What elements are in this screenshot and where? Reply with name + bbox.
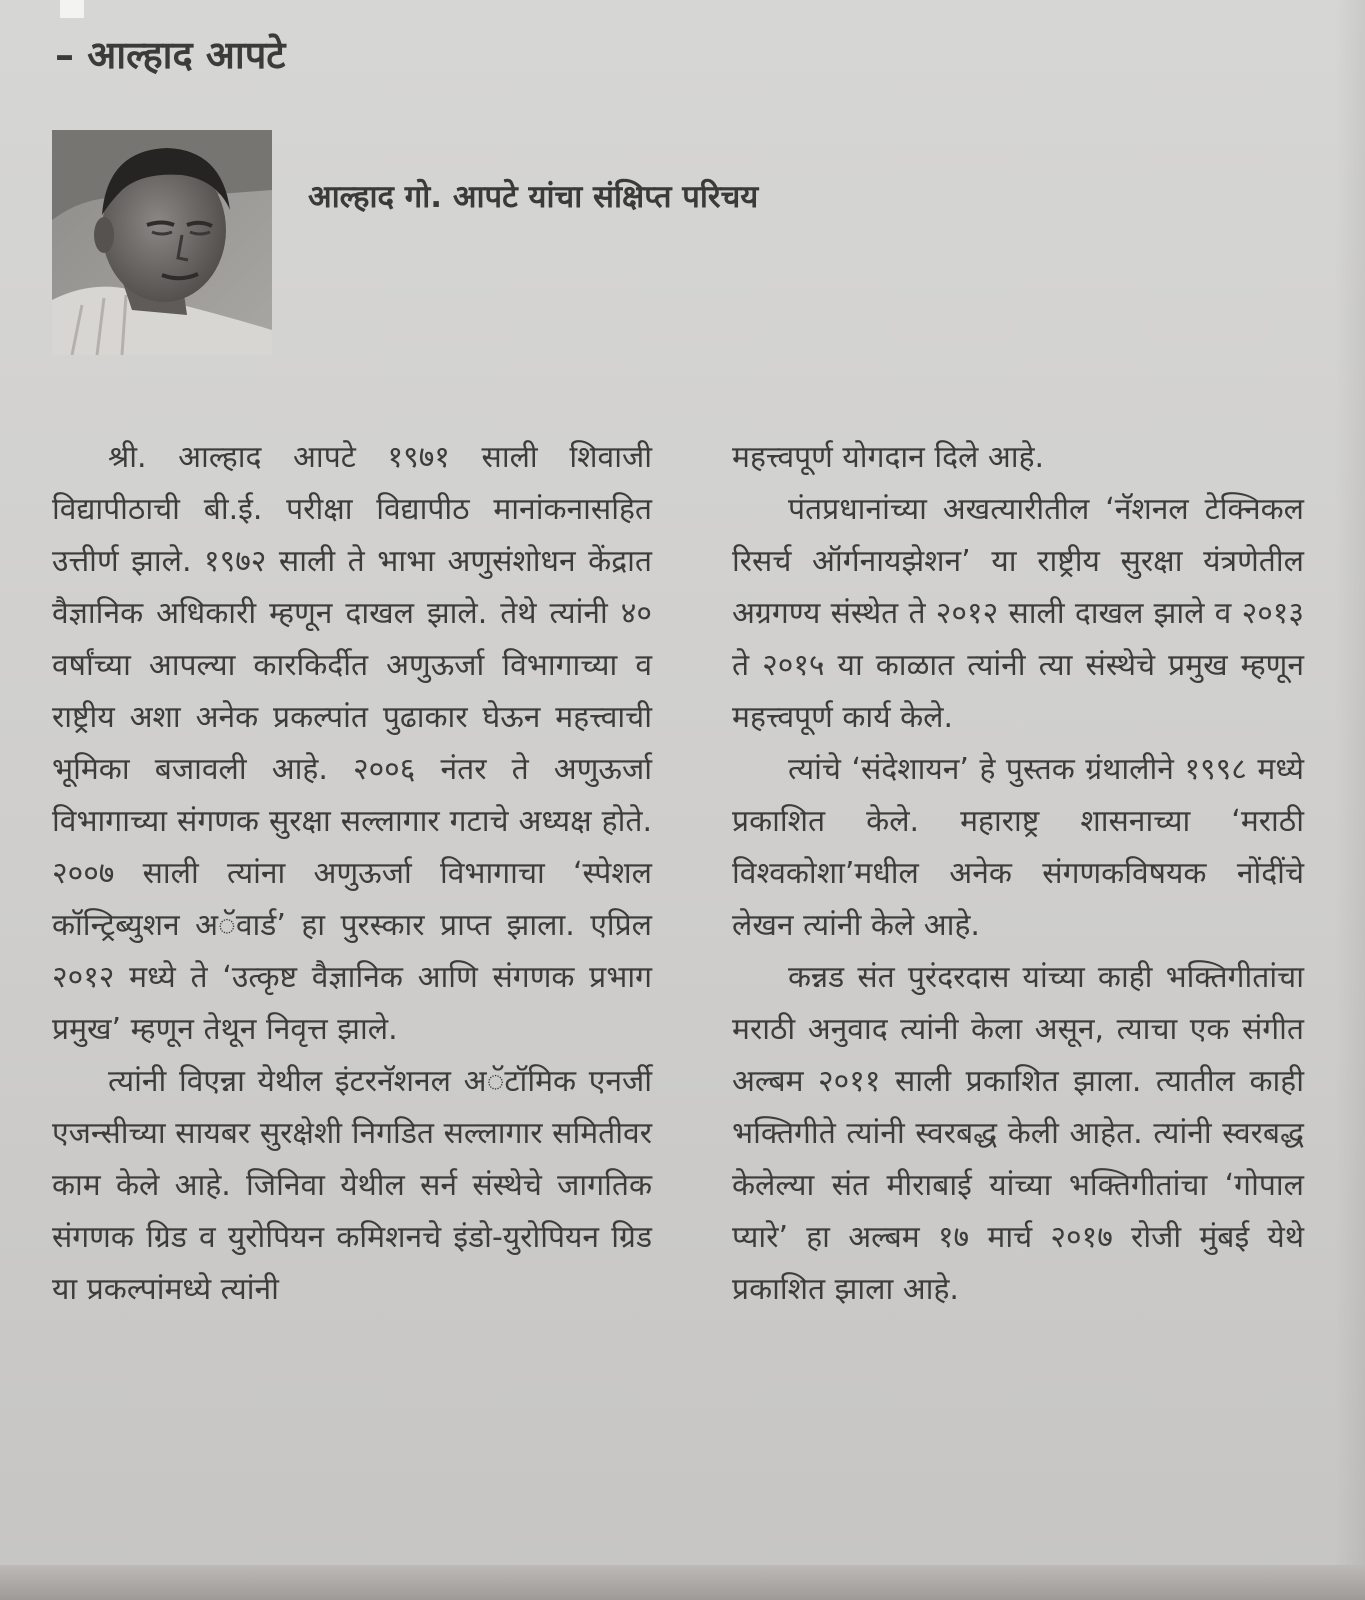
right-column <box>732 432 1304 1316</box>
paragraph-right-2: पंतप्रधानांच्या अखत्यारीतील ‘नॅशनल टेक्निकल रिसर्च ऑर्गनायझेशन’ या राष्ट्रीय सुरक्षा यंत्रणेतील अग्रगण्य संस्थेत ते २०१२ साली दाखल झाले व २०१३ ते २०१५ या काळात त्यांनी त्या संस्थेचे प्रमुख म्हणून महत्त्वपूर्ण कार्य केले. <box>732 492 1304 735</box>
paragraph-right-1: महत्त्वपूर्ण योगदान दिले आहे. <box>732 440 1045 475</box>
author-line: – आल्हाद आपटे <box>55 33 286 77</box>
paragraph-left-2: त्यांनी विएन्ना येथील इंटरनॅशनल अॅटॉमिक एनर्जी एजन्सीच्या सायबर सुरक्षेशी निगडित सल्लागार समितीवर काम केले आहे. जिनिवा येथील सर्न संस्थेचे जागतिक संगणक ग्रिड व युरोपियन कमिशनचे इंडो-युरोपियन ग्रिड या प्रकल्पांमध्ये त्यांनी <box>52 1064 652 1307</box>
paragraph-left-1: श्री. आल्हाद आपटे १९७१ साली शिवाजी विद्यापीठाची बी.ई. परीक्षा विद्यापीठ मानांकनासहित उत्तीर्ण झाले. १९७२ साली ते भाभा अणुसंशोधन केंद्रात वैज्ञानिक अधिकारी म्हणून दाखल झाले. तेथे त्यांनी ४० वर्षांच्या आपल्या कारकिर्दीत अणुऊर्जा विभागाच्या व राष्ट्रीय अशा अनेक प्रकल्पांत पुढाकार घेऊन महत्त्वाची भूमिका बजावली आहे. २००६ नंतर ते अणुऊर्जा विभागाच्या संगणक सुरक्षा सल्लागार गटाचे अध्यक्ष होते. २००७ साली त्यांना अणुऊर्जा विभागाचा ‘स्पेशल कॉन्ट्रिब्युशन अॅवार्ड’ हा पुरस्कार प्राप्त झाला. एप्रिल २०१२ मध्ये ते ‘उत्कृष्ट वैज्ञानिक आणि संगणक प्रभाग प्रमुख’ म्हणून तेथून निवृत्त झाले. <box>52 440 652 1047</box>
left-column <box>52 432 652 1316</box>
paragraph-right-3: त्यांचे ‘संदेशायन’ हे पुस्तक ग्रंथालीने १९९८ मध्ये प्रकाशित केले. महाराष्ट्र शासनाच्या ‘मराठी विश्वकोशा’मधील अनेक संगणकविषयक नोंदींचे लेखन त्यांनी केले आहे. <box>732 752 1304 943</box>
author-portrait-icon <box>52 130 272 355</box>
corner-paper-mark <box>60 0 84 18</box>
section-heading: आल्हाद गो. आपटे यांचा संक्षिप्त परिचय <box>308 179 759 215</box>
paragraph-right-4: कन्नड संत पुरंदरदास यांच्या काही भक्तिगीतांचा मराठी अनुवाद त्यांनी केला असून, त्याचा एक संगीत अल्बम २०११ साली प्रकाशित झाला. त्यातील काही भक्तिगीते त्यांनी स्वरबद्ध केली आहेत. त्यांनी स्वरबद्ध केलेल्या संत मीराबाई यांच्या भक्तिगीतांचा ‘गोपाल प्यारे’ हा अल्बम १७ मार्च २०१७ रोजी मुंबई येथे प्रकाशित झाला आहे. <box>732 960 1304 1307</box>
page-edge-shadow <box>1335 0 1365 1600</box>
author-photo <box>52 130 272 355</box>
page-bottom-fold <box>0 1565 1365 1600</box>
